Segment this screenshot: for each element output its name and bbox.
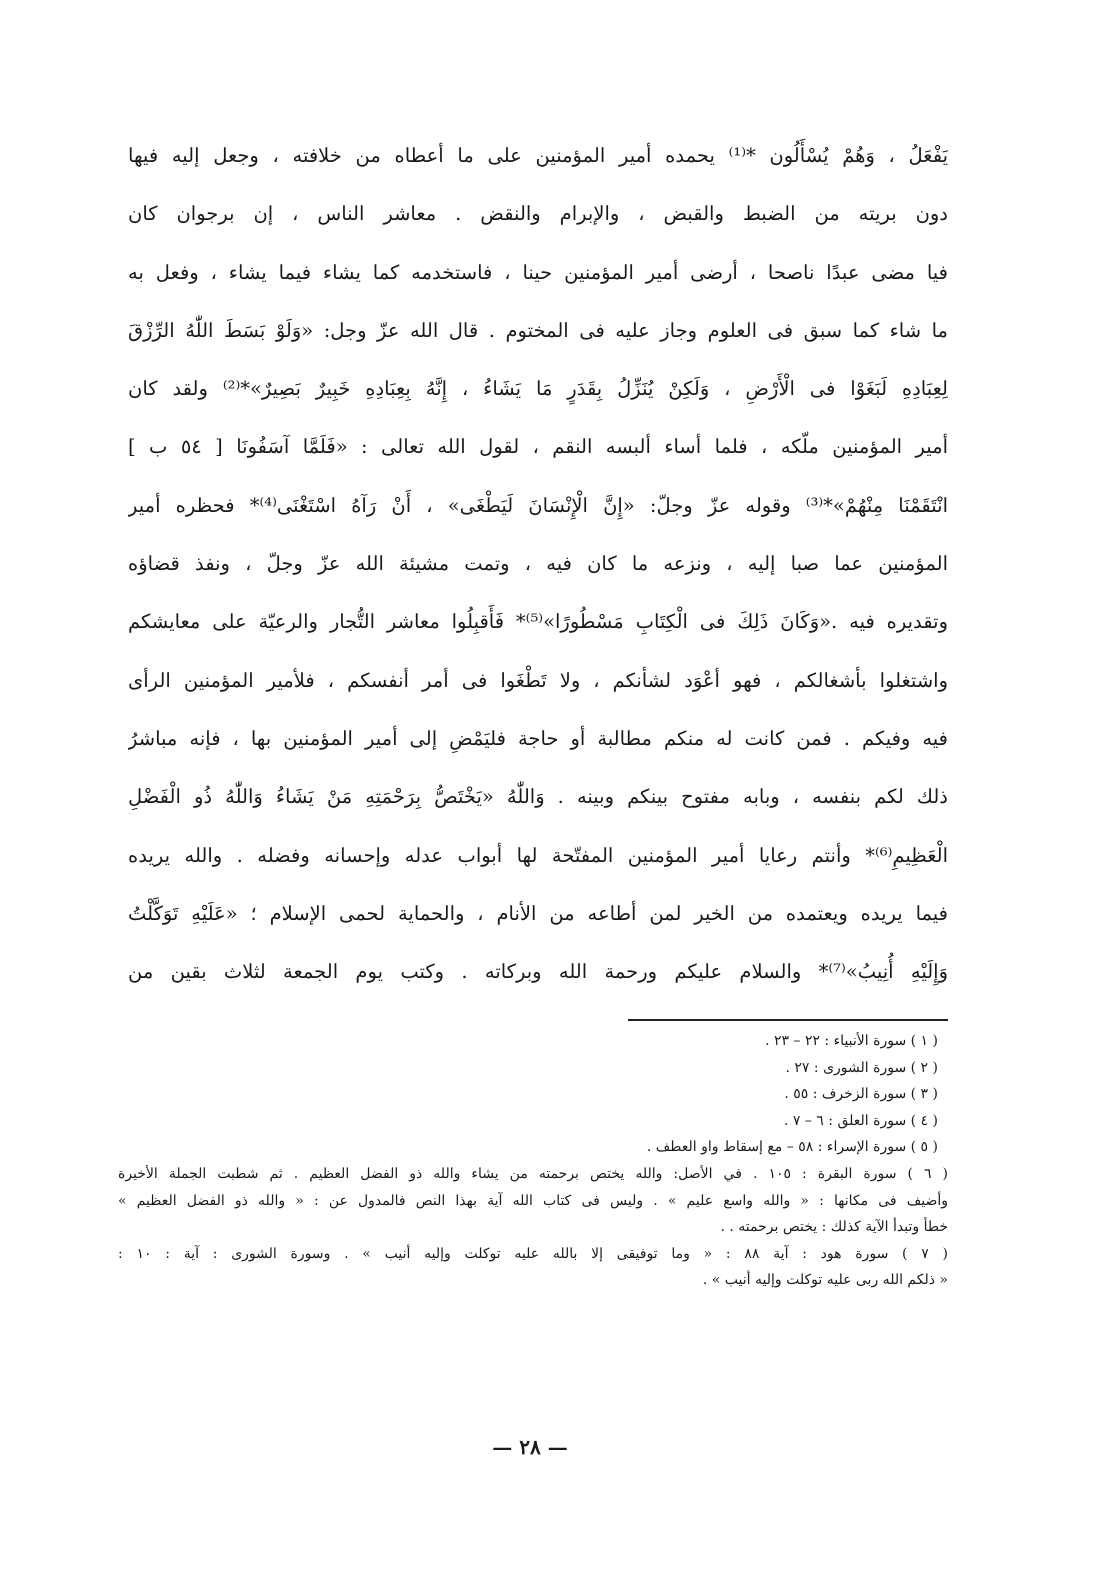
footnote: ( ٢ ) سورة الشورى : ٢٧ . [785, 1059, 938, 1076]
text-line: ذلك لكم بنفسه ، وبابه مفتوح بينكم وبينه . وَاللّٰهُ «يَخْتَصُّ بِرَحْمَتِهِ مَنْ يَشَاءُ وَاللّٰهُ ذُو الْفَضْلِ [128, 785, 948, 809]
text-line: يَفْعَلُ ، وَهُمْ يُسْأَلُون *⁽¹⁾ يحمده أمير المؤمنين على ما أعطاه من خلافته ، وجعل إليه فيها [128, 144, 948, 167]
footnote: ( ٣ ) سورة الزخرف : ٥٥ . [784, 1086, 938, 1103]
footnote: ( ٧ ) سورة هود : آية ٨٨ : « وما توفيقى إلا بالله عليه توكلت وإليه أنيب » . وسورة الشورى : آية : ١٠ : [118, 1245, 948, 1262]
text-line: المؤمنين عما صبا إليه ، ونزعه ما كان فيه ، وتمت مشيئة الله عزّ وجلّ ، ونفذ قضاؤه [128, 552, 948, 576]
text-line: أمير المؤمنين ملّكه ، فلما أساء ألبسه النقم ، لقول الله تعالى : «فَلَمَّا آسَفُونَا [ ٥٤ ب ] [128, 435, 948, 459]
text-line: لِعِبَادِهِ لَبَغَوْا فى الْأَرْضِ ، وَلَكِنْ يُنَزِّلُ بِقَدَرٍ مَا يَشَاءُ ، إِنَّهُ بِعِبَادِهِ خَبِيرٌ بَصِيرٌ»*⁽²⁾ ولقد كان [128, 377, 948, 401]
footnote: ( ٤ ) سورة العلق : ٦ – ٧ . [783, 1112, 938, 1129]
text-line: الْعَظِيمِ⁽⁶⁾* وأنتم رعايا أمير المؤمنين المفتّحة لها أبواب عدله وإحسانه وفضله . والله يريده [128, 843, 948, 867]
text-line: واشتغلوا بأشغالكم ، فهو أعْوَد لشأنكم ، ولا تَطْغَوا فى أمر أنفسكم ، فلأمير المؤمنين الرأى [128, 668, 948, 692]
text-line: انْتَقَمْنَا مِنْهُمْ»*⁽³⁾ وقوله عزّ وجلّ: «إِنَّ الْإِنْسَانَ لَيَطْغَى» ، أَنْ رَآهُ اسْتَغْنَى⁽⁴⁾* فحظره أمير [128, 493, 948, 517]
text-line: وتقديره فيه .«وَكَانَ ذَلِكَ فى الْكِتَابِ مَسْطُورًا»⁽⁵⁾* فَأَقبِلُوا معاشر التُّجار والرعيّة على معايشكم [128, 610, 948, 634]
footnote: ( ٦ ) سورة البقرة : ١٠٥ . في الأصل: والله يختص برحمته من يشاء والله ذو الفضل العظيم . ثم شطبت الجملة الأخيرة [118, 1165, 948, 1182]
text-line: ما شاء كما سبق فى العلوم وجاز عليه فى المختوم . قال الله عزّ وجل: «وَلَوْ بَسَطَ اللّٰهُ الرِّزْقَ [128, 318, 948, 342]
footnote-continued: « ذلكم الله ربى عليه توكلت وإليه أنيب » . [702, 1272, 948, 1289]
footnote-continued: خطأ وتبدأ الآية كذلك : يختص برحمته . . [720, 1219, 948, 1236]
text-line: فيما يريده ويعتمده من الخير لمن أطاعه من الأنام ، والحماية لحمى الإسلام ؛ «عَلَيْهِ تَوَكَّلْتُ [128, 901, 948, 925]
main-text [128, 127, 948, 1001]
text-line: وَإِلَيْهِ أُنِيبُ»⁽⁷⁾* والسلام عليكم ورحمة الله وبركاته . وكتب يوم الجمعة لثلاث بقين من [128, 960, 948, 984]
footnote: ( ١ ) سورة الأنبياء : ٢٢ – ٢٣ . [765, 1033, 938, 1049]
text-line: دون بريته من الضبط والقبض ، والإبرام والنقض . معاشر الناس ، إن برجوان كان [128, 202, 948, 226]
text-line: فيه وفيكم . فمن كانت له منكم مطالبة أو حاجة فليَمْضِ إلى أمير المؤمنين بها ، فإنه مباشرُ [128, 726, 948, 750]
page-number: — ٢٨ — [492, 1435, 568, 1459]
text-line: فيا مضى عبدًا ناصحا ، أرضى أمير المؤمنين حينا ، فاستخدمه كما يشاء فيما يشاء ، وفعل به [128, 260, 948, 284]
footnote-continued: وأضيف فى مكانها : « والله واسع عليم » . وليس فى كتاب الله آية بهذا النص فالمدول عن : « والله ذو الفضل العظيم » [118, 1192, 948, 1209]
footnote: ( ٥ ) سورة الإسراء : ٥٨ – مع إسقاط واو العطف . [646, 1139, 938, 1156]
footnote-divider [628, 1019, 948, 1021]
footnotes [118, 1028, 948, 1294]
